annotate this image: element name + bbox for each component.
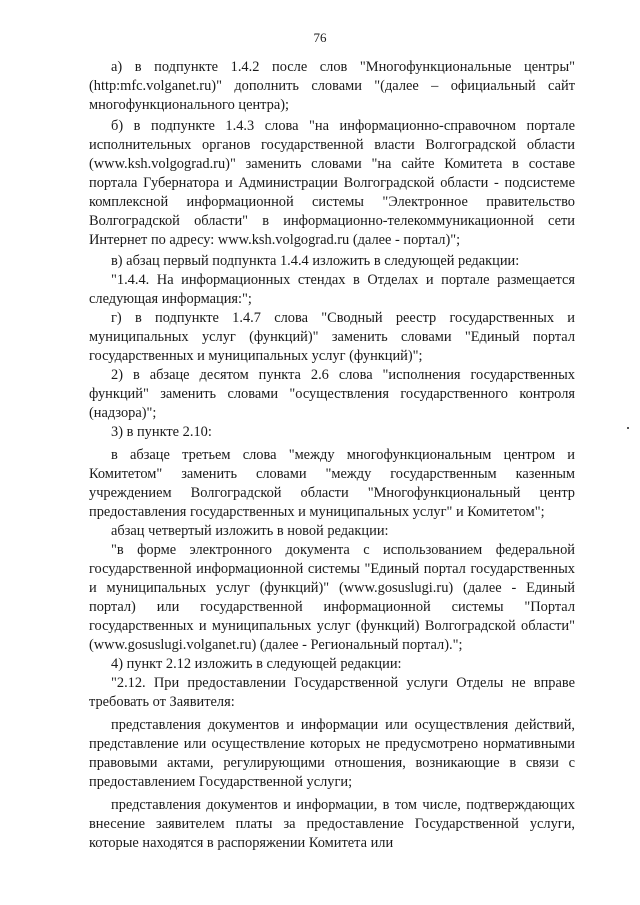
paragraph-amendment-a: а) в подпункте 1.4.2 после слов "Многофункциональные центры" (http:mfc.volganet.ru)" дополнить словами "(далее – официальный сайт многофункционального центра); xyxy=(89,59,575,113)
page-number: 76 xyxy=(313,30,327,45)
paragraph-item-3-paragraph-4: абзац четвертый изложить в новой редакции: xyxy=(111,523,389,539)
paragraph-item-3: 3) в пункте 2.10: xyxy=(111,424,212,440)
paragraph-requirement-1: представления документов и информации или осуществления действий, представление или осуществление которых не предусмотрено нормативными правовыми актами, регулирующими отношения, возникающие в связи с предоставлением Государственной услуги; xyxy=(89,717,575,790)
paragraph-amendment-v: в) абзац первый подпункта 1.4.4 изложить в следующей редакции: xyxy=(111,253,520,269)
paragraph-item-2: 2) в абзаце десятом пункта 2.6 слова "исполнения государственных функций" заменить словами "осуществления государственного контроля (надзора)"; xyxy=(89,367,575,421)
paragraph-item-3-paragraph-3: в абзаце третьем слова "между многофункциональным центром и Комитетом" заменить словами "между государственным казенным учреждением Волгоградской области "Многофункциональный центр предоставления государственных и муниципальных услуг" и Комитетом"; xyxy=(89,447,575,520)
paragraph-quote-electronic-document: "в форме электронного документа с использованием федеральной государственной информационной системы "Единый портал государственных и муниципальных услуг (функций)" (www.gosuslugi.ru) (далее - Единый портал) или государственной информационной системы "Портал государственных и муниципальных услуг (функций) Волгоградской области" (www.gosuslugi.volganet.ru) (далее - Региональный портал)."; xyxy=(89,542,575,653)
paragraph-item-4: 4) пункт 2.12 изложить в следующей редакции: xyxy=(111,656,402,672)
paragraph-quote-2-12: "2.12. При предоставлении Государственной услуги Отделы не вправе требовать от Заявителя: xyxy=(89,675,575,710)
paragraph-requirement-2: представления документов и информации, в том числе, подтверждающих внесение заявителем платы за предоставление Государственной услуги, которые находятся в распоряжении Комитета или xyxy=(89,797,575,851)
scan-speck xyxy=(627,427,629,429)
document-body xyxy=(89,58,575,853)
paragraph-amendment-g: г) в подпункте 1.4.7 слова "Сводный реестр государственных и муниципальных услуг (функций)" заменить словами "Единый портал государственных и муниципальных услуг (функций)"; xyxy=(89,310,575,364)
paragraph-amendment-b: б) в подпункте 1.4.3 слова "на информационно-справочном портале исполнительных органов государственной власти Волгоградской области (www.ksh.volgograd.ru)" заменить словами "на сайте Комитета в составе портала Губернатора и Администрации Волгоградской области - подсистеме комплексной информационной системы "Электронное правительство Волгоградской области" в информационно-телекоммуникационной сети Интернет по адресу: www.ksh.volgograd.ru (далее - портал)"; xyxy=(89,118,575,248)
paragraph-quote-1-4-4: "1.4.4. На информационных стендах в Отделах и портале размещается следующая информация:"; xyxy=(89,272,575,307)
